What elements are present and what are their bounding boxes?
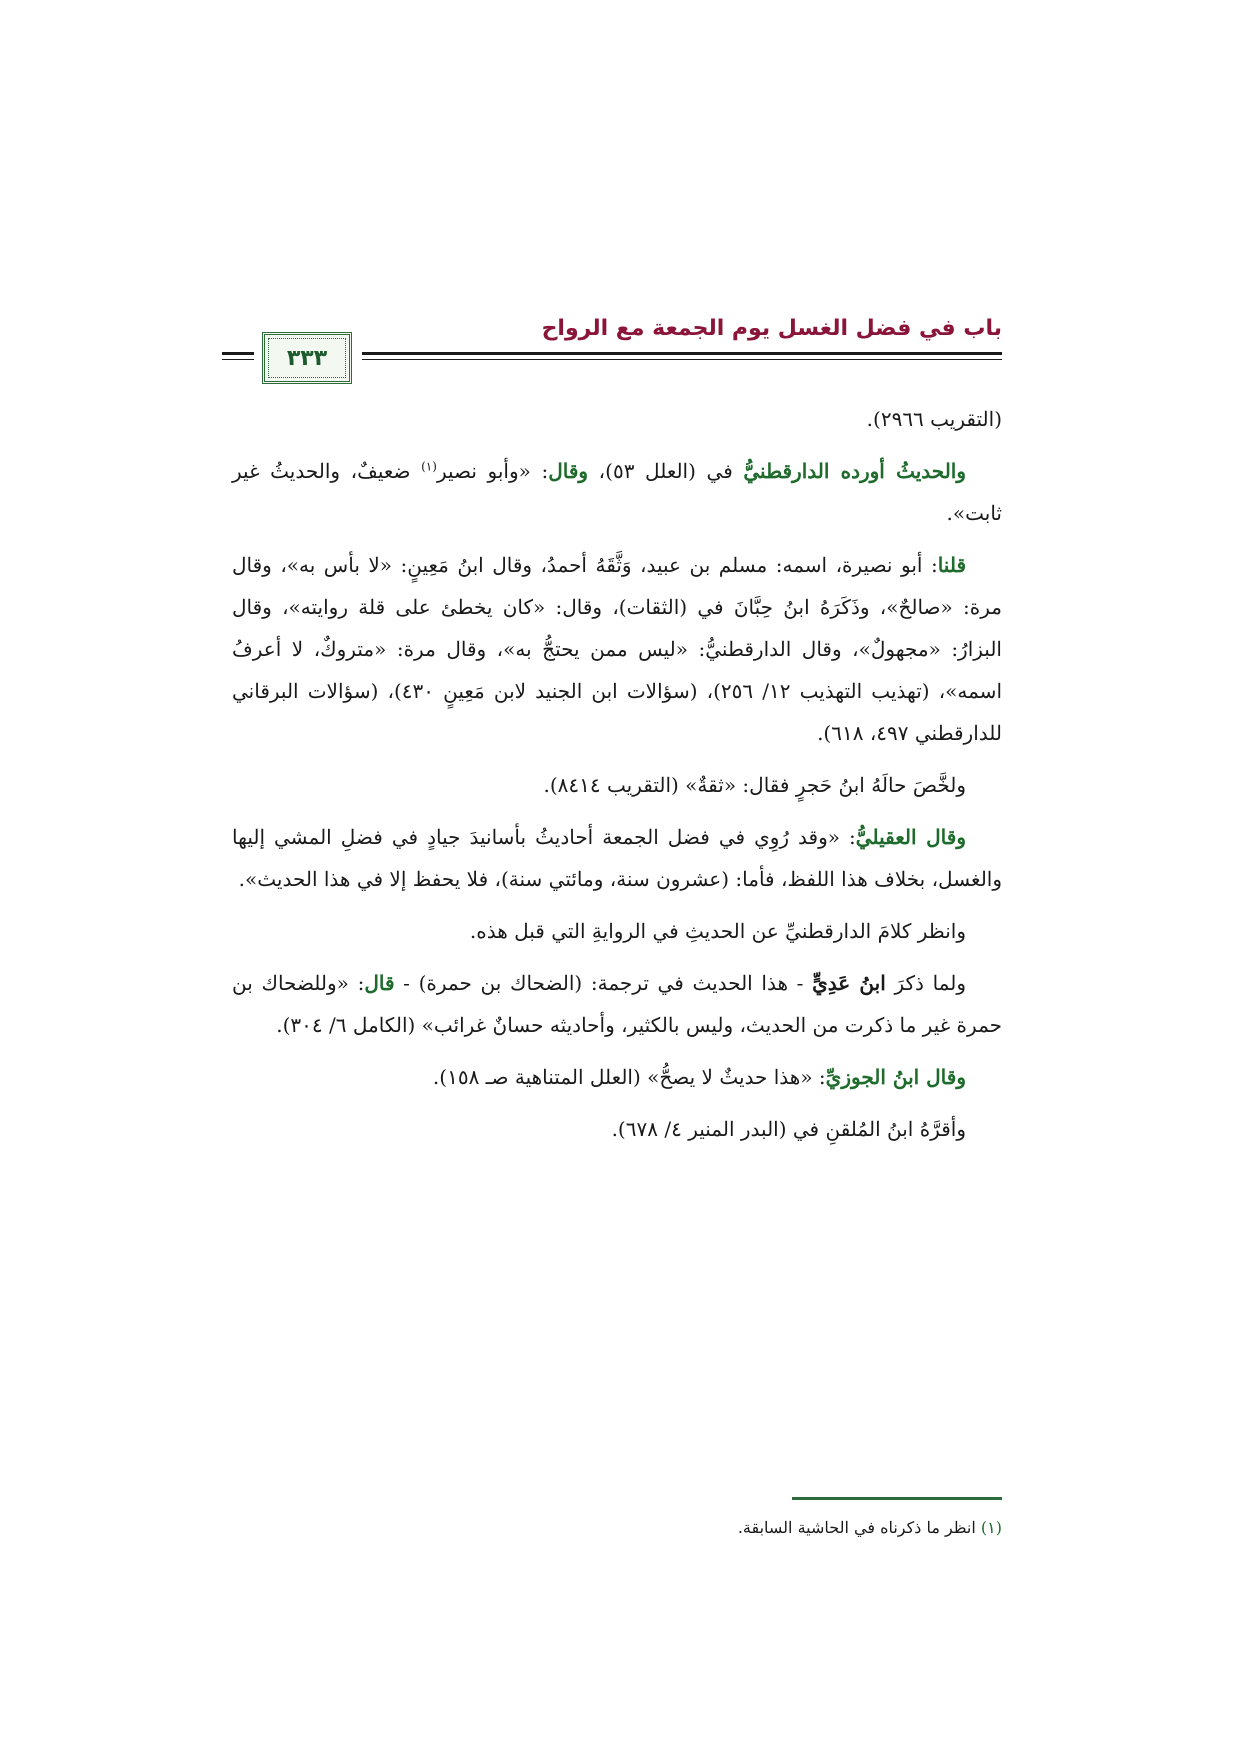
highlight-run: وقال ابنُ الجوزيِّ [825,1065,966,1089]
paragraph [232,1056,1002,1098]
highlight-run: والحديثُ أورده الدارقطنيُّ [743,459,966,483]
highlight-run: وقال [548,459,589,483]
text-run: (التقريب ٢٩٦٦). [866,407,1002,431]
text-run: : «هذا حديثٌ لا يصحُّ» (العلل المتناهية صـ ١٥٨). [432,1065,826,1089]
text-run: : «وأبو نصير [436,459,549,483]
text-run: في (العلل ٥٣)، [588,459,744,483]
paragraph [232,816,1002,900]
text-run: ضعيفٌ، والحديثُ غير ثابت». [232,459,1002,525]
page-header [222,308,1002,388]
text-run: ولما ذكرَ [885,971,966,995]
highlight-run: قلنا [937,553,966,577]
paragraph [232,764,1002,806]
footnote-ref[interactable]: (١) [421,459,437,474]
text-run: : «وللضحاك بن حمرة غير ما ذكرت من الحديث، وليس بالكثير، وأحاديثه حسانٌ غرائب» (الكامل ٦/ ٣٠٤). [232,971,1002,1037]
header-rule-left-top [222,352,254,355]
paragraph [232,450,1002,534]
text-run: ولخَّصَ حالَهُ ابنُ حَجرٍ فقال: «ثقةٌ» (التقريب ٨٤١٤). [543,773,966,797]
paragraph [232,1108,1002,1150]
main-text [232,398,1002,1160]
footnote-mark: (١) [980,1518,1002,1537]
highlight-run: وقال العقيليُّ [855,825,966,849]
highlight-run: قال [364,971,395,995]
paragraph [232,544,1002,754]
header-rule-right-top [362,352,1002,355]
footnote [238,1515,1002,1541]
page-number-frame [262,332,352,384]
header-rule-right-bottom [362,359,1002,360]
paragraph [232,962,1002,1046]
text-run: وأقرَّهُ ابنُ المُلقنِ في (البدر المنير ٤/ ٦٧٨). [611,1117,966,1141]
footnote-text: انظر ما ذكرناه في الحاشية السابقة. [737,1518,981,1537]
footnote-divider [792,1497,1002,1500]
chapter-title: باب في فضل الغسل يوم الجمعة مع الرواح [541,316,1002,341]
paragraph [232,398,1002,440]
text-run: وانظر كلامَ الدارقطنيِّ عن الحديثِ في الروايةِ التي قبل هذه. [469,919,966,943]
text-run: - هذا الحديث في ترجمة: (الضحاك بن حمرة) - [394,971,813,995]
header-rule-left-bottom [222,359,254,360]
paragraph [232,910,1002,952]
page-number: ٣٣٣ [286,345,328,371]
bold-run: ابنُ عَدِيٍّ [812,971,886,995]
text-run: : أبو نصيرة، اسمه: مسلم بن عبيد، وَثَّقَهُ أحمدُ، وقال ابنُ مَعِينٍ: «لا بأس به»، وقال مرة: «صالحٌ»، وذَكَرَهُ ابنُ حِبَّانَ في (الثقات)، وقال: «كان يخطئ على قلة روايته»، وقال البزارُ: «مجهولٌ»، وقال الدارقطنيُّ: «ليس ممن يحتجُّ به»، وقال مرة: «متروكٌ، لا أعرفُ اسمه»، (تهذيب التهذيب ١٢/ ٢٥٦)، (سؤالات ابن الجنيد لابن مَعِينٍ ٤٣٠)، (سؤالات البرقاني للدارقطني ٤٩٧، ٦١٨). [232,553,1003,745]
text-run: : «وقد رُوِي في فضل الجمعة أحاديثُ بأسانيدَ جيادٍ في فضلِ المشي إليها والغسل، بخلاف هذا اللفظ، فأما: (عشرون سنة، ومائتي سنة)، فلا يحفظ إلا في هذا الحديث». [232,825,1002,891]
